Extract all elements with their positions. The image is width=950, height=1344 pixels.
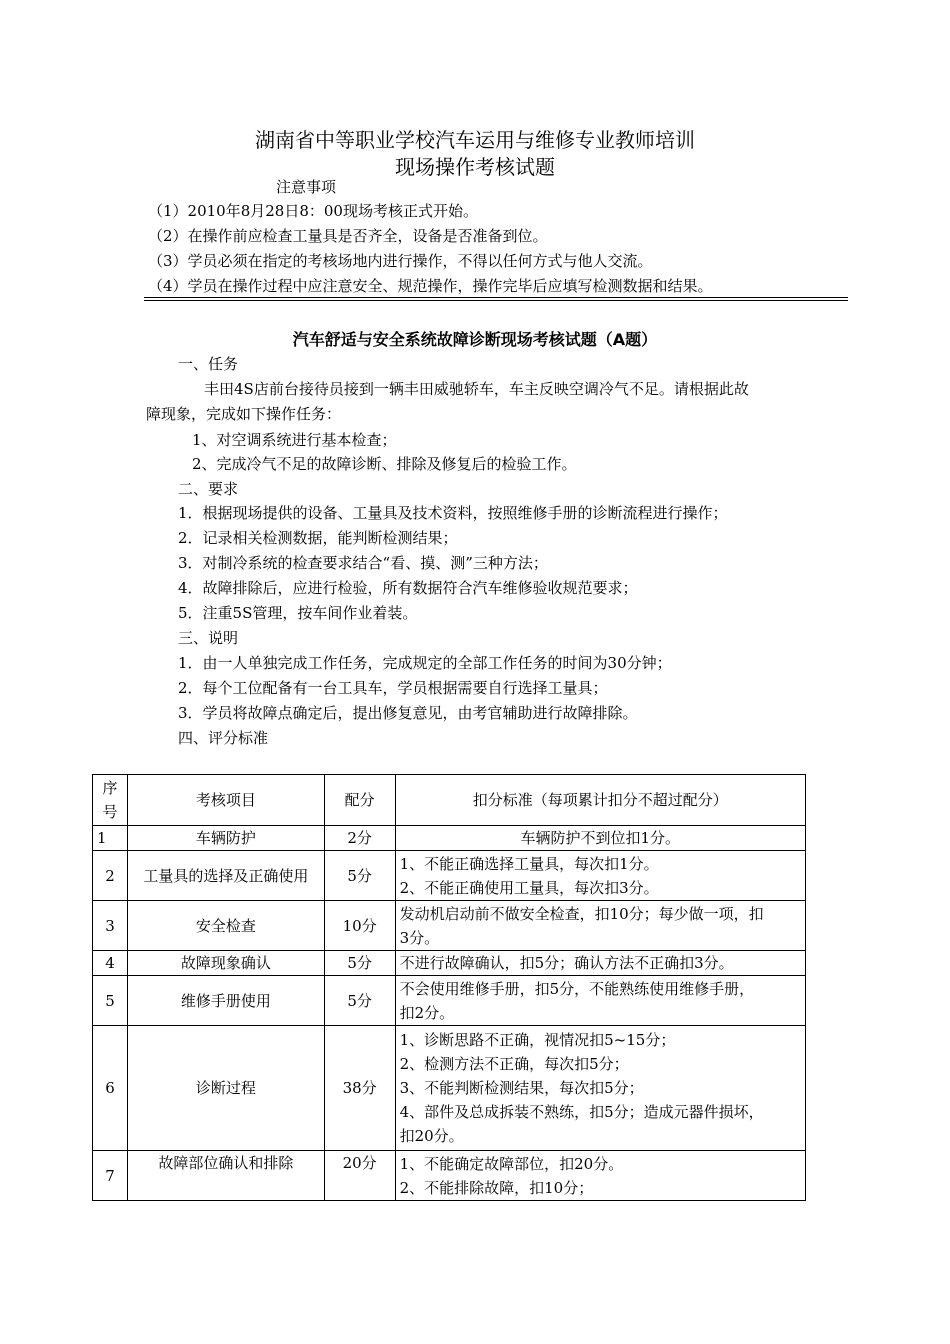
row-score: 2分 <box>324 826 395 851</box>
document-title-line1: 湖南省中等职业学校汽车运用与维修专业教师培训 <box>255 128 695 152</box>
criteria-line: 发动机启动前不做安全检查，扣10分；每少做一项，扣 <box>399 904 764 923</box>
row-score: 20分 <box>324 1151 395 1201</box>
row-item: 故障现象确认 <box>127 951 324 976</box>
row-score: 5分 <box>324 951 395 976</box>
row-no: 5 <box>93 976 128 1026</box>
table-header-row <box>93 775 806 826</box>
criteria-line: 不会使用维修手册，扣5分，不能熟练使用维修手册， <box>399 979 755 998</box>
row-criteria <box>395 1026 805 1151</box>
table-row <box>93 976 806 1026</box>
table-row <box>93 901 806 951</box>
row-item: 故障部位确认和排除 <box>127 1151 324 1201</box>
row-criteria <box>395 976 805 1026</box>
requirement-item-4: 4．故障排除后，应进行检验，所有数据符合汽车维修验收规范要求； <box>178 579 638 597</box>
table-row <box>93 851 806 901</box>
criteria-line: 2、检测方法不正确，每次扣5分； <box>399 1055 629 1073</box>
row-item: 车辆防护 <box>127 826 324 851</box>
criteria-line: 4、部件及总成拆装不熟练，扣5分；造成元器件损坏， <box>399 1103 764 1121</box>
notice-title: 注意事项 <box>276 178 337 196</box>
row-criteria: 车辆防护不到位扣1分。 <box>395 826 805 851</box>
section-heading-scoring: 四、评分标准 <box>178 729 269 747</box>
row-item: 工量具的选择及正确使用 <box>127 851 324 901</box>
note-item-2: 2．每个工位配备有一台工具车，学员根据需要自行选择工量具； <box>178 679 608 697</box>
table-row <box>93 1026 806 1151</box>
header-no <box>93 775 128 826</box>
task-paragraph-line2: 障现象，完成如下操作任务： <box>146 405 342 423</box>
notice-item-2: （2）在操作前应检查工量具是否齐全，设备是否准备到位。 <box>148 227 548 245</box>
criteria-line: 3、不能判断检测结果，每次扣5分； <box>399 1079 644 1097</box>
row-score: 38分 <box>324 1026 395 1151</box>
row-criteria <box>395 901 805 951</box>
row-item: 安全检查 <box>127 901 324 951</box>
row-criteria <box>395 1151 805 1201</box>
row-criteria <box>395 851 805 901</box>
scoring-table <box>92 774 806 1201</box>
header-no-line1: 序 <box>102 779 118 797</box>
header-item: 考核项目 <box>127 775 324 826</box>
requirement-item-5: 5．注重5S管理，按车间作业着装。 <box>178 604 418 622</box>
note-item-1: 1．由一人单独完成工作任务，完成规定的全部工作任务的时间为30分钟； <box>178 654 672 672</box>
criteria-line: 1、不能确定故障部位，扣20分。 <box>399 1154 624 1173</box>
table-row <box>93 1151 806 1201</box>
table-row <box>93 826 806 851</box>
row-score: 5分 <box>324 851 395 901</box>
criteria-line: 2、不能正确使用工量具，每次扣3分。 <box>399 878 659 897</box>
section-heading-requirements: 二、要求 <box>178 480 239 498</box>
criteria-line: 扣20分。 <box>399 1127 464 1145</box>
requirement-item-3: 3．对制冷系统的检查要求结合“看、摸、测”三种方法； <box>178 554 548 572</box>
document-title-line2: 现场操作考核试题 <box>395 155 555 179</box>
requirement-item-2: 2．记录相关检测数据，能判断检测结果； <box>178 529 458 547</box>
header-score: 配分 <box>324 775 395 826</box>
row-no: 2 <box>93 851 128 901</box>
row-no: 3 <box>93 901 128 951</box>
note-item-3: 3．学员将故障点确定后，提出修复意见，由考官辅助进行故障排除。 <box>178 704 638 722</box>
notice-item-4: （4）学员在操作过程中应注意安全、规范操作，操作完毕后应填写检测数据和结果。 <box>148 277 713 295</box>
header-criteria: 扣分标准（每项累计扣分不超过配分） <box>395 775 805 826</box>
row-no: 4 <box>93 951 128 976</box>
exam-subtitle: 汽车舒适与安全系统故障诊断现场考核试题（A题） <box>292 330 658 349</box>
row-criteria: 不进行故障确认，扣5分；确认方法不正确扣3分。 <box>395 951 805 976</box>
divider-rule-top <box>144 297 848 298</box>
row-score: 10分 <box>324 901 395 951</box>
row-no: 7 <box>93 1151 128 1201</box>
criteria-line: 1、不能正确选择工量具，每次扣1分。 <box>399 854 659 873</box>
requirement-item-1: 1．根据现场提供的设备、工量具及技术资料，按照维修手册的诊断流程进行操作； <box>178 504 728 522</box>
divider-rule-bottom <box>144 300 848 301</box>
criteria-line: 1、诊断思路不正确，视情况扣5~15分； <box>399 1031 676 1049</box>
row-no: 6 <box>93 1026 128 1151</box>
header-no-line2: 号 <box>102 803 118 821</box>
table-row <box>93 951 806 976</box>
section-heading-notes: 三、说明 <box>178 629 239 647</box>
row-no: 1 <box>93 826 128 851</box>
section-heading-task: 一、任务 <box>178 355 239 373</box>
row-score: 5分 <box>324 976 395 1026</box>
notice-item-3: （3）学员必须在指定的考核场地内进行操作，不得以任何方式与他人交流。 <box>148 252 653 270</box>
row-item: 诊断过程 <box>127 1026 324 1151</box>
notice-item-1: （1）2010年8月28日8：00现场考核正式开始。 <box>148 202 478 220</box>
row-item: 维修手册使用 <box>127 976 324 1026</box>
task-paragraph-line1: 丰田4S店前台接待员接到一辆丰田威驰轿车，车主反映空调冷气不足。请根据此故 <box>204 380 749 398</box>
task-item-2: 2、完成冷气不足的故障诊断、排除及修复后的检验工作。 <box>192 455 577 473</box>
criteria-line: 2、不能排除故障，扣10分； <box>399 1178 594 1197</box>
criteria-line: 扣2分。 <box>399 1003 455 1022</box>
criteria-line: 3分。 <box>399 928 440 947</box>
task-item-1: 1、对空调系统进行基本检查； <box>192 431 397 449</box>
